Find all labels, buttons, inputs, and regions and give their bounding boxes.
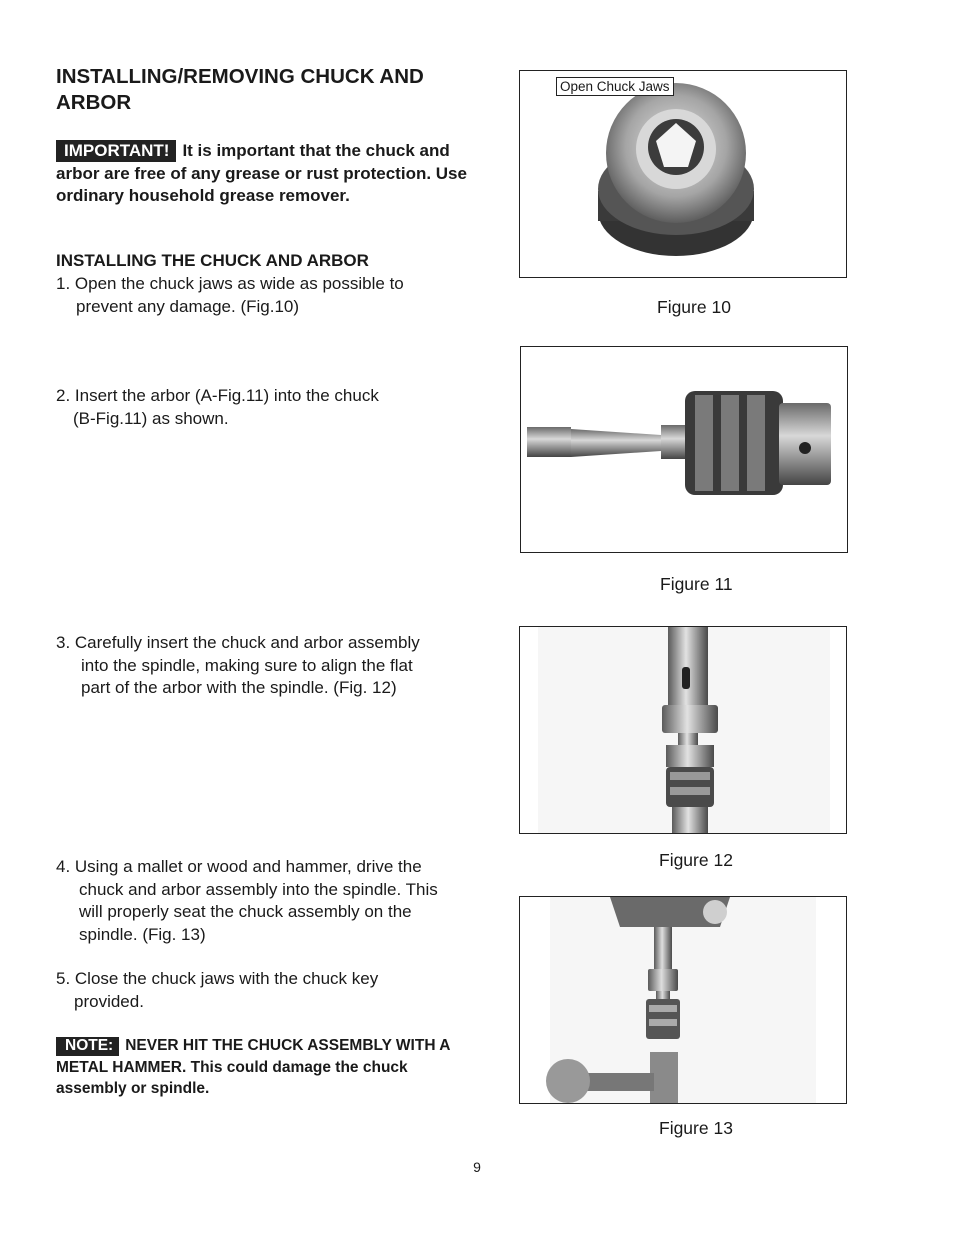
important-badge: IMPORTANT!: [56, 140, 176, 162]
step-4-line-4: spindle. (Fig. 13): [79, 924, 206, 944]
step-3-line-3: part of the arbor with the spindle. (Fig. 12): [81, 678, 397, 698]
step-2-line-2: (B-Fig.11) as shown.: [73, 408, 229, 428]
page-title: INSTALLING/REMOVING CHUCK AND ARBOR: [56, 65, 424, 114]
figure-12-image: [519, 626, 847, 834]
figure-11-caption: Figure 11: [660, 574, 733, 594]
figure-10-callout: Open Chuck Jaws: [556, 77, 674, 96]
figure-11-image: [520, 346, 848, 553]
note-notice: [56, 1035, 476, 1100]
note-text: NEVER HIT THE CHUCK ASSEMBLY WITH A METAL HAMMER. This could damage the chuck assembly or spindle.: [56, 1037, 450, 1097]
step-1: [56, 273, 496, 318]
figure-13-image: [519, 896, 847, 1104]
step-4-line-1: 4. Using a mallet or wood and hammer, drive the: [56, 857, 422, 876]
step-4: [56, 856, 496, 946]
step-2: [56, 385, 496, 430]
step-3: [56, 632, 496, 700]
step-1-line-1: 1. Open the chuck jaws as wide as possible to: [56, 274, 404, 293]
step-2-line-1: 2. Insert the arbor (A-Fig.11) into the chuck: [56, 386, 379, 405]
step-5-line-2: provided.: [74, 991, 144, 1011]
step-3-line-1: 3. Carefully insert the chuck and arbor assembly: [56, 633, 420, 652]
step-4-line-3: will properly seat the chuck assembly on the: [79, 902, 412, 922]
step-1-line-2: prevent any damage. (Fig.10): [76, 296, 300, 316]
note-badge: NOTE:: [56, 1037, 119, 1056]
figure-10-image: [519, 70, 847, 278]
step-3-line-2: into the spindle, making sure to align the flat: [81, 655, 413, 675]
important-text: It is important that the chuck and arbor are free of any grease or rust protection. Use ordinary household grease remover.: [56, 141, 467, 206]
step-5-line-1: 5. Close the chuck jaws with the chuck key: [56, 969, 379, 988]
step-5: [56, 968, 496, 1013]
figure-13-caption: Figure 13: [659, 1118, 733, 1138]
step-4-line-2: chuck and arbor assembly into the spindle. This: [79, 879, 438, 899]
page-number: 9: [473, 1159, 481, 1175]
figure-10-caption: Figure 10: [657, 297, 731, 317]
important-notice: [56, 140, 476, 208]
figure-12-caption: Figure 12: [659, 850, 733, 870]
section-subheading: INSTALLING THE CHUCK AND ARBOR: [56, 251, 369, 270]
